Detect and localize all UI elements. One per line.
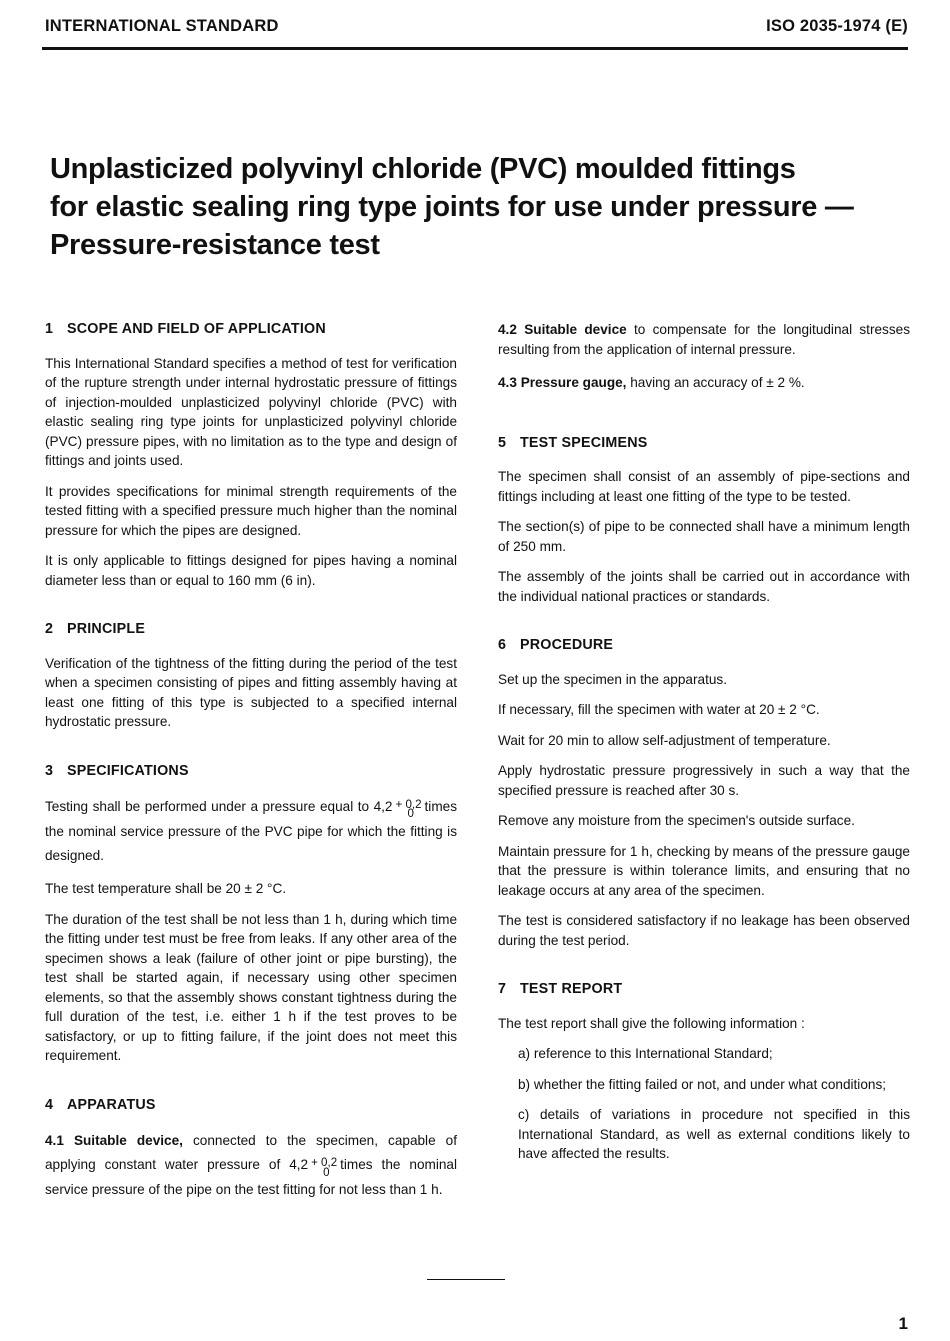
section-6-paragraph: Maintain pressure for 1 h, checking by means of the pressure gauge that the pressure is within tolerance limits, and ensuring that no leakage occurs at any area of the specimen. — [498, 843, 910, 898]
section-1-paragraph: It provides specifications for minimal strength requirements of the tested fitting with a specified pressure much higher than the nominal pressure for which the pipes are designed. — [45, 483, 457, 538]
section-3-heading: 3 SPECIFICATIONS — [45, 762, 189, 779]
section-1-paragraph: It is only applicable to fittings designed for pipes having a nominal diameter less than or equal to 160 mm (6 in). — [45, 553, 457, 588]
title-line-3: Pressure-resistance test — [50, 229, 380, 261]
header-standard-label: INTERNATIONAL STANDARD — [45, 16, 279, 35]
section-1-paragraph: This International Standard specifies a method of test for verification of the rupture strength under internal hydrostatic pressure of fittings of injection-moulded unplasticized polyvinyl chloride (PVC) with elastic sealing ring type joints for unplasticized polyvinyl chloride (PVC) pressure pipes, with no limitation as to the type and design of fittings and joints used. — [45, 355, 457, 468]
section-7-intro: The test report shall give the following information : — [498, 1015, 805, 1031]
section-3-paragraph: The duration of the test shall be not less than 1 h, during which time the fitting under test must be free from leaks. If any other area of the specimen shows a leak (failure of other joint or pipe bursting), the test shall be started again, if necessary using other specimen elements, so that the assembly shows constant tightness during the full duration of the test, i.e. either 1 h if the test proves to be satisfactory, or up to fitting failure, if the joint does not meet this requirement. — [45, 911, 457, 1064]
page-number: 1 — [898, 1314, 908, 1333]
header-standard-number: ISO 2035-1974 (E) — [766, 16, 908, 35]
report-item: a) reference to this International Standard; — [518, 1046, 773, 1061]
report-item: c) details of variations in procedure not specified in this International Standard, as well as external conditions likely to have affected the results. — [518, 1107, 910, 1161]
section-1-heading: 1 SCOPE AND FIELD OF APPLICATION — [45, 321, 326, 337]
section-2-heading: 2 PRINCIPLE — [45, 621, 146, 637]
title-line-1: Unplasticized polyvinyl chloride (PVC) moulded fittings — [50, 153, 796, 185]
right-column — [498, 320, 910, 1175]
section-6-heading: 6 PROCEDURE — [498, 637, 614, 653]
section-6-paragraph: Apply hydrostatic pressure progressively in such a way that the specified pressure is reached after 30 s. — [498, 763, 910, 798]
footer-rule — [427, 1279, 505, 1280]
section-6-paragraph: Set up the specimen in the apparatus. — [498, 671, 727, 687]
section-6-paragraph: The test is considered satisfactory if no leakage has been observed during the test period. — [498, 913, 910, 948]
section-6-paragraph: Remove any moisture from the specimen's outside surface. — [498, 813, 855, 828]
section-4-heading: 4 APPARATUS — [45, 1096, 156, 1113]
section-6-paragraph: If necessary, fill the specimen with water at 20 ± 2 °C. — [498, 702, 820, 717]
section-7-heading: 7 TEST REPORT — [498, 981, 623, 997]
title-line-2: for elastic sealing ring type joints for use under pressure — — [50, 191, 854, 223]
section-5-paragraph: The specimen shall consist of an assembly of pipe-sections and fittings including at least one fitting of the type to be tested. — [498, 469, 910, 504]
section-6-paragraph: Wait for 20 min to allow self-adjustment of temperature. — [498, 732, 831, 748]
tolerance-fraction: + 0,2 0 — [311, 1156, 338, 1179]
section-5-heading: 5 TEST SPECIMENS — [498, 434, 648, 451]
section-3-paragraph: Testing shall be performed under a pressure equal to 4,2 + 0,2 0 times the nominal service pressure of the PVC pipe for which the fitting is designed. — [45, 798, 457, 864]
page-header — [45, 12, 908, 40]
section-2-paragraph: Verification of the tightness of the fitting during the period of the test when a specimen consisting of pipes and fitting assembly having at least one fitting of this type is subjected to a specified internal hydrostatic pressure. — [45, 655, 457, 729]
clause-4-1: 4.1 Suitable device, connected to the specimen, capable of applying constant water pressure of 4,2 + 0,2 0 times the nominal service pressure of the pipe on the test fitting for not less than 1 h. — [45, 1133, 458, 1198]
document-title — [50, 150, 910, 264]
clause-4-2: 4.2 Suitable device to compensate for the longitudinal stresses resulting from the application of internal pressure. — [498, 322, 910, 357]
section-5-paragraph: The assembly of the joints shall be carried out in accordance with the individual national practices or standards. — [498, 569, 910, 604]
section-3-paragraph: The test temperature shall be 20 ± 2 °C. — [45, 881, 287, 897]
clause-4-3: 4.3 Pressure gauge, having an accuracy of ± 2 %. — [498, 375, 805, 390]
left-column — [45, 320, 457, 1213]
tolerance-fraction: + 0,2 0 — [395, 798, 422, 821]
report-item: b) whether the fitting failed or not, and under what conditions; — [518, 1076, 887, 1092]
header-rule — [42, 47, 908, 50]
section-5-paragraph: The section(s) of pipe to be connected shall have a minimum length of 250 mm. — [498, 519, 910, 554]
